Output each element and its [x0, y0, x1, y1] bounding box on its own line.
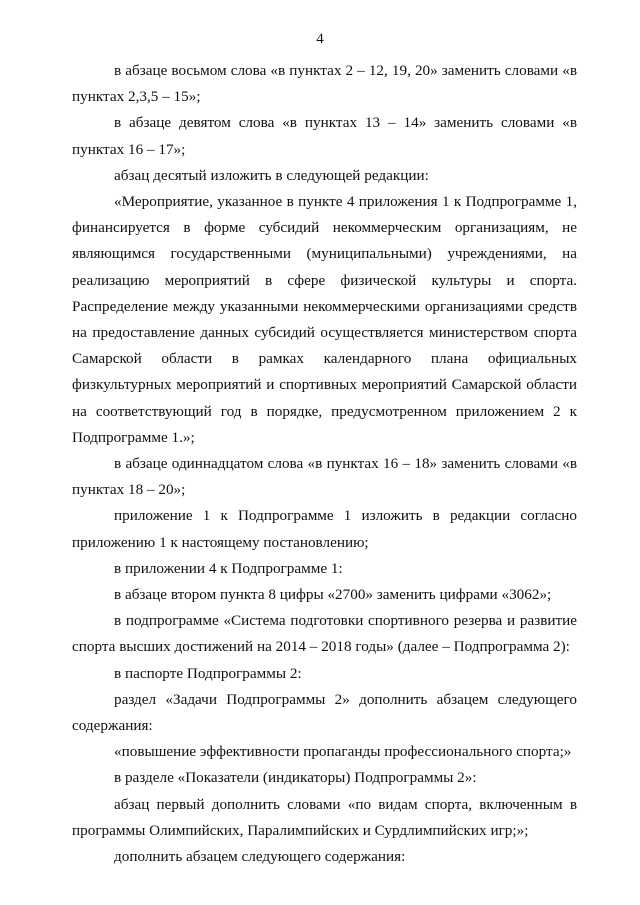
- paragraph-9: в подпрограмме «Система подготовки спортивного резерва и развитие спорта высших достижений на 2014 – 2018 годы» (далее – Подпрограмма 2):: [72, 612, 577, 656]
- paragraph-13: в разделе «Показатели (индикаторы) Подпрограммы 2»:: [114, 769, 477, 787]
- paragraph-6: приложение 1 к Подпрограмме 1 изложить в редакции согласно приложению 1 к настоящему постановлению;: [72, 507, 577, 551]
- paragraph-4: «Мероприятие, указанное в пункте 4 приложения 1 к Подпрограмме 1, финансируется в форме субсидий некоммерческим организациям, не являющимся государственными (муниципальными) учреждениями, на реализацию мероприятий в сфере физической культуры и спорта. Распределение между указанными некоммерческими организациями средств на предоставление данных субсидий осуществляется министерством спорта Самарской области в рамках календарного плана официальных физкультурных мероприятий и спортивных мероприятий Самарской области на соответствующий год в порядке, предусмотренном приложением 2 к Подпрограмме 1.»;: [72, 193, 577, 446]
- paragraph-14: абзац первый дополнить словами «по видам спорта, включенным в программы Олимпийских, Паралимпийских и Сурдлимпийских игр;»;: [72, 795, 577, 839]
- paragraph-5: в абзаце одиннадцатом слова «в пунктах 16 – 18» заменить словами «в пунктах 18 – 20»;: [72, 455, 577, 499]
- paragraph-15: дополнить абзацем следующего содержания:: [114, 848, 406, 866]
- paragraph-3: абзац десятый изложить в следующей редакции:: [114, 166, 429, 184]
- page-number: 4: [316, 31, 324, 47]
- paragraph-1: в абзаце восьмом слова «в пунктах 2 – 12, 19, 20» заменить словами «в пунктах 2,3,5 – 15»;: [72, 62, 577, 106]
- paragraph-11: раздел «Задачи Подпрограммы 2» дополнить абзацем следующего содержания:: [72, 690, 577, 735]
- document-body: [72, 58, 577, 870]
- paragraph-10: в паспорте Подпрограммы 2:: [114, 664, 302, 682]
- paragraph-2: в абзаце девятом слова «в пунктах 13 – 14» заменить словами «в пунктах 16 – 17»;: [72, 114, 577, 158]
- paragraph-12: «повышение эффективности пропаганды профессионального спорта;»: [114, 743, 572, 761]
- paragraph-8: в абзаце втором пункта 8 цифры «2700» заменить цифрами «3062»;: [114, 586, 552, 604]
- paragraph-7: в приложении 4 к Подпрограмме 1:: [114, 559, 343, 577]
